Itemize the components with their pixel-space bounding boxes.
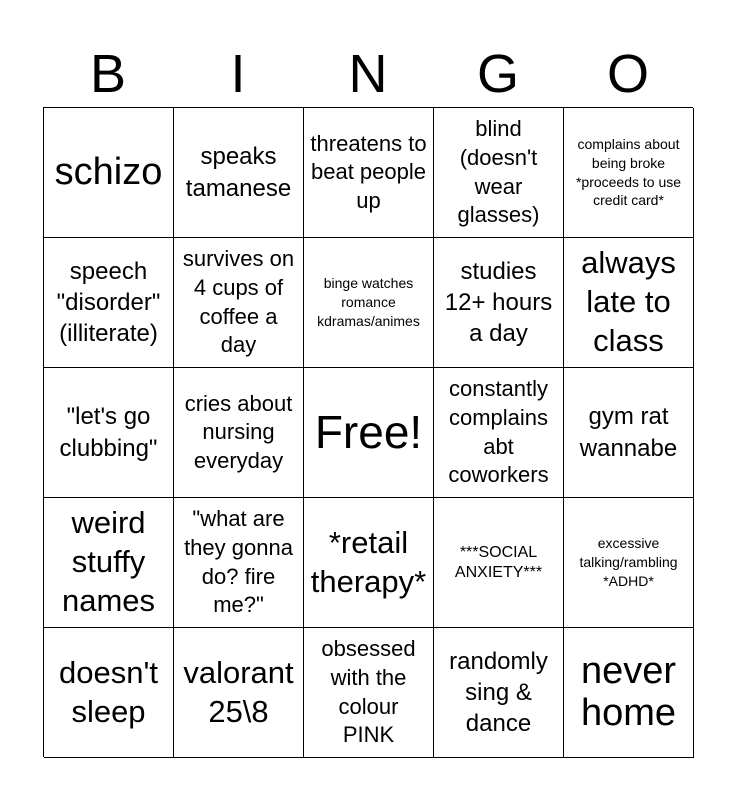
bingo-cell[interactable]: obsessed with the colour PINK bbox=[304, 628, 434, 758]
header-letter-i: I bbox=[230, 44, 246, 104]
header-letter-o: O bbox=[606, 44, 649, 104]
bingo-cell[interactable]: excessive talking/rambling *ADHD* bbox=[564, 498, 694, 628]
bingo-cell[interactable]: complains about being broke *proceeds to use credit card* bbox=[564, 108, 694, 238]
bingo-header bbox=[43, 44, 693, 104]
bingo-cell[interactable]: valorant 25\8 bbox=[174, 628, 304, 758]
bingo-cell[interactable]: studies 12+ hours a day bbox=[434, 238, 564, 368]
bingo-cell[interactable]: cries about nursing everyday bbox=[174, 368, 304, 498]
free-space-cell[interactable]: Free! bbox=[304, 368, 434, 498]
bingo-cell[interactable]: randomly sing & dance bbox=[434, 628, 564, 758]
bingo-cell[interactable]: gym rat wannabe bbox=[564, 368, 694, 498]
bingo-cell[interactable]: binge watches romance kdramas/animes bbox=[304, 238, 434, 368]
bingo-cell[interactable]: speaks tamanese bbox=[174, 108, 304, 238]
bingo-cell[interactable]: speech "disorder" (illiterate) bbox=[44, 238, 174, 368]
header-letter-b: B bbox=[89, 44, 127, 104]
bingo-cell[interactable]: schizo bbox=[44, 108, 174, 238]
header-letter-g: G bbox=[476, 44, 519, 104]
bingo-cell[interactable]: *retail therapy* bbox=[304, 498, 434, 628]
bingo-cell[interactable]: constantly complains abt coworkers bbox=[434, 368, 564, 498]
bingo-cell[interactable]: doesn't sleep bbox=[44, 628, 174, 758]
bingo-cell[interactable]: weird stuffy names bbox=[44, 498, 174, 628]
bingo-cell[interactable]: survives on 4 cups of coffee a day bbox=[174, 238, 304, 368]
bingo-cell[interactable]: ***SOCIAL ANXIETY*** bbox=[434, 498, 564, 628]
bingo-cell[interactable]: threatens to beat people up bbox=[304, 108, 434, 238]
bingo-cell[interactable]: never home bbox=[564, 628, 694, 758]
bingo-cell[interactable]: "what are they gonna do? fire me?" bbox=[174, 498, 304, 628]
bingo-cell[interactable]: "let's go clubbing" bbox=[44, 368, 174, 498]
bingo-grid bbox=[43, 107, 693, 757]
bingo-cell[interactable]: always late to class bbox=[564, 238, 694, 368]
bingo-cell[interactable]: blind (doesn't wear glasses) bbox=[434, 108, 564, 238]
header-letter-n: N bbox=[348, 44, 388, 104]
